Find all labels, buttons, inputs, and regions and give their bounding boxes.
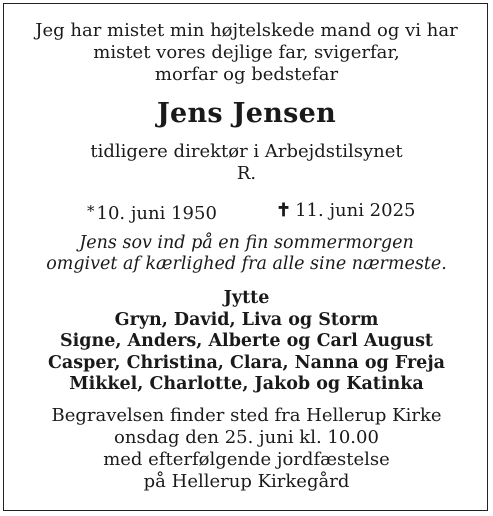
title-line: tidligere direktør i Arbejdstilsynet [90, 141, 403, 162]
intro-text [0, 20, 493, 86]
deceased-title [0, 141, 493, 185]
intro-line: Jeg har mistet min højtelskede mand og vi har [35, 20, 458, 41]
quote-line: omgivet af kærlighed fra alle sine nærmeste. [46, 254, 447, 274]
life-dates [0, 199, 493, 223]
birth-date [87, 199, 217, 226]
death-date-value: 11. juni 2025 [295, 200, 416, 221]
intro-line: morfar og bedstefar [154, 64, 339, 85]
funeral-line: på Hellerup Kirkegård [143, 471, 350, 492]
intro-line: mistet vores dejlige far, svigerfar, [93, 42, 400, 63]
cross-icon: ✝ [276, 200, 292, 221]
funeral-line: onsdag den 25. juni kl. 10.00 [114, 427, 379, 448]
family-line: Mikkel, Charlotte, Jakob og Katinka [69, 374, 424, 394]
family-line: Gryn, David, Liva og Storm [114, 309, 379, 330]
family-line: Casper, Christina, Clara, Nanna og Freja [48, 352, 445, 373]
memorial-quote [0, 233, 493, 275]
funeral-line: Begravelsen finder sted fra Hellerup Kirke [51, 405, 442, 426]
funeral-line: med efterfølgende jordfæstelse [103, 449, 390, 470]
family-names [0, 288, 493, 396]
death-date [276, 199, 416, 223]
birth-date-value: 10. juni 1950 [96, 203, 217, 224]
title-line: R. [236, 163, 257, 184]
deceased-name: Jens Jensen [156, 98, 337, 129]
funeral-details [0, 405, 493, 493]
family-line: Signe, Anders, Alberte og Carl August [59, 331, 434, 351]
star-icon: * [87, 202, 95, 220]
quote-line: Jens sov ind på en fin sommermorgen [79, 233, 414, 253]
family-line: Jytte [223, 288, 270, 308]
